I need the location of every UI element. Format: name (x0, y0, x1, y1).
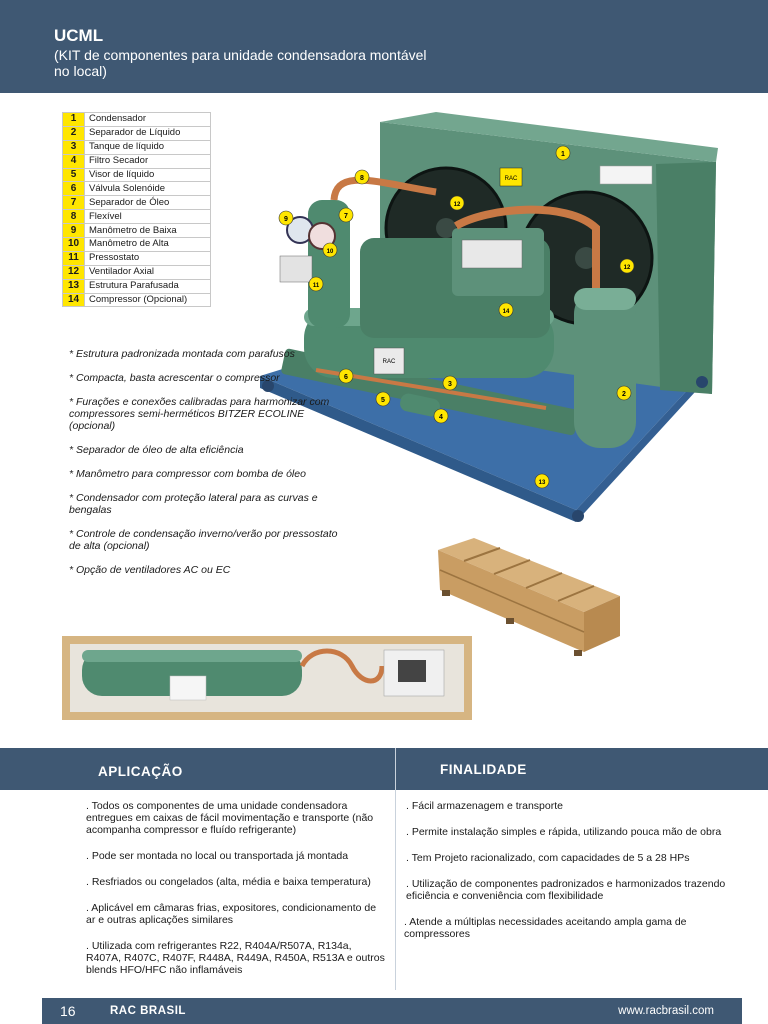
features-list (69, 348, 339, 588)
legend-label: Visor de líquido (85, 168, 211, 182)
callout-12a (450, 196, 464, 210)
legend-row (63, 279, 211, 293)
callout-2 (617, 386, 631, 400)
feature-item: * Controle de condensação inverno/verão por pressostato de alta (opcional) (69, 528, 338, 552)
feature-item: * Condensador com proteção lateral para as curvas e bengalas (69, 492, 318, 516)
legend-label: Pressostato (85, 251, 211, 265)
legend-number: 7 (63, 196, 85, 210)
section-header-bar (0, 748, 768, 790)
finalidade-item: . Atende a múltiplas necessidades aceitando ampla gama de compressores (404, 916, 687, 940)
legend-number: 6 (63, 182, 85, 196)
legend-label: Ventilador Axial (85, 265, 211, 279)
finalidade-item: . Fácil armazenagem e transporte (406, 800, 563, 812)
svg-text:7: 7 (344, 213, 348, 220)
legend-number: 9 (63, 224, 85, 238)
svg-text:13: 13 (538, 480, 546, 486)
legend-label: Separador de Óleo (85, 196, 211, 210)
legend-label: Separador de Líquido (85, 126, 211, 140)
finalidade-column (406, 800, 736, 954)
legend-label: Flexível (85, 210, 211, 224)
svg-text:14: 14 (502, 309, 510, 315)
legend-row (63, 210, 211, 224)
feature-item: * Separador de óleo de alta eficiência (69, 444, 244, 456)
callout-1 (556, 146, 570, 160)
finalidade-item: . Permite instalação simples e rápida, utilizando pouca mão de obra (406, 826, 722, 838)
legend-label: Manômetro de Baixa (85, 224, 211, 238)
section-divider (395, 748, 396, 790)
feature-item: * Furações e conexões calibradas para harmonizar com compressores semi-herméticos BITZER ECOLINE (opcional) (69, 396, 330, 432)
tank-badge: RAC (382, 359, 396, 365)
page-number: 16 (60, 1003, 76, 1019)
legend-row (63, 251, 211, 265)
svg-text:12: 12 (623, 265, 631, 271)
svg-text:8: 8 (360, 175, 364, 182)
aplicacao-heading: APLICAÇÃO (98, 764, 183, 779)
legend-label: Estrutura Parafusada (85, 279, 211, 293)
legend-row (63, 238, 211, 252)
callout-14 (499, 303, 513, 317)
svg-text:4: 4 (439, 414, 443, 421)
legend-label: Compressor (Opcional) (85, 293, 211, 307)
component-legend-table (62, 112, 211, 307)
pressure-switch (280, 256, 312, 282)
legend-number: 12 (63, 265, 85, 279)
liquid-separator (574, 288, 636, 448)
legend-number: 10 (63, 238, 85, 252)
aplicacao-item: . Todos os componentes de uma unidade condensadora entregues em caixas de fácil movimentação e transporte (não acompanha compressor e fluído refrigerante) (86, 800, 374, 836)
aplicacao-item: . Resfriados ou congelados (alta, média e baixa temperatura) (86, 876, 371, 888)
footer-website-link[interactable]: www.racbrasil.com (618, 1005, 714, 1017)
legend-number: 14 (63, 293, 85, 307)
legend-row (63, 126, 211, 140)
legend-number: 13 (63, 279, 85, 293)
legend-number: 5 (63, 168, 85, 182)
legend-row (63, 154, 211, 168)
callout-10 (323, 243, 337, 257)
svg-text:11: 11 (312, 283, 320, 289)
svg-text:10: 10 (326, 249, 334, 255)
callout-4 (434, 409, 448, 423)
svg-text:5: 5 (381, 397, 385, 404)
callout-3 (443, 376, 457, 390)
legend-number: 11 (63, 251, 85, 265)
legend-row (63, 224, 211, 238)
legend-row (63, 196, 211, 210)
svg-text:1: 1 (561, 151, 565, 158)
legend-label: Válvula Solenóide (85, 182, 211, 196)
callout-12b (620, 259, 634, 273)
unit-badge: RAC (504, 176, 518, 182)
aplicacao-item: . Utilizada com refrigerantes R22, R404A/R507A, R134a, R407A, R407C, R407F, R448A, R449A, R450A, R513A e outros blends HFO/HFC não inflamáveis (86, 940, 385, 976)
finalidade-heading: FINALIDADE (440, 762, 527, 777)
aplicacao-item: . Aplicável em câmaras frias, expositores, condicionamento de ar e outras aplicações similares (86, 902, 377, 926)
kit-in-box-photo (62, 636, 472, 720)
callout-6 (339, 369, 353, 383)
feature-item: * Opção de ventiladores AC ou EC (69, 564, 231, 576)
legend-row (63, 113, 211, 127)
legend-label: Tanque de líquido (85, 140, 211, 154)
aplicacao-column (86, 800, 386, 990)
page-title: UCML (54, 26, 104, 45)
aplicacao-item: . Pode ser montada no local ou transportada já montada (86, 850, 349, 862)
legend-row (63, 168, 211, 182)
legend-number: 2 (63, 126, 85, 140)
legend-number: 8 (63, 210, 85, 224)
page-subtitle: (KIT de componentes para unidade condensadora montável no local) (54, 47, 427, 79)
callout-7 (339, 208, 353, 222)
page-footer (42, 998, 742, 1024)
svg-text:6: 6 (344, 374, 348, 381)
feature-item: * Estrutura padronizada montada com parafusos (69, 348, 295, 360)
feature-item: * Manômetro para compressor com bomba de óleo (69, 468, 306, 480)
legend-number: 4 (63, 154, 85, 168)
svg-text:3: 3 (448, 381, 452, 388)
callout-8 (355, 170, 369, 184)
page-header (0, 0, 768, 93)
legend-row (63, 265, 211, 279)
legend-label: Filtro Secador (85, 154, 211, 168)
column-divider (395, 790, 396, 990)
callout-9 (279, 211, 293, 225)
finalidade-item: . Tem Projeto racionalizado, com capacidades de 5 a 28 HPs (406, 852, 690, 864)
callout-13 (535, 474, 549, 488)
callout-11 (309, 277, 323, 291)
legend-number: 3 (63, 140, 85, 154)
legend-label: Manômetro de Alta (85, 238, 211, 252)
footer-brand: RAC BRASIL (110, 1005, 186, 1017)
legend-row (63, 293, 211, 307)
callout-5 (376, 392, 390, 406)
feature-item: * Compacta, basta acrescentar o compressor (69, 372, 280, 384)
legend-row (63, 140, 211, 154)
svg-text:12: 12 (453, 202, 461, 208)
svg-text:2: 2 (622, 391, 626, 398)
svg-text:9: 9 (284, 216, 288, 223)
legend-row (63, 182, 211, 196)
legend-label: Condensador (85, 113, 211, 127)
finalidade-item: . Utilização de componentes padronizados e harmonizados trazendo eficiência e conveniência com flexibilidade (406, 878, 726, 902)
legend-number: 1 (63, 113, 85, 127)
